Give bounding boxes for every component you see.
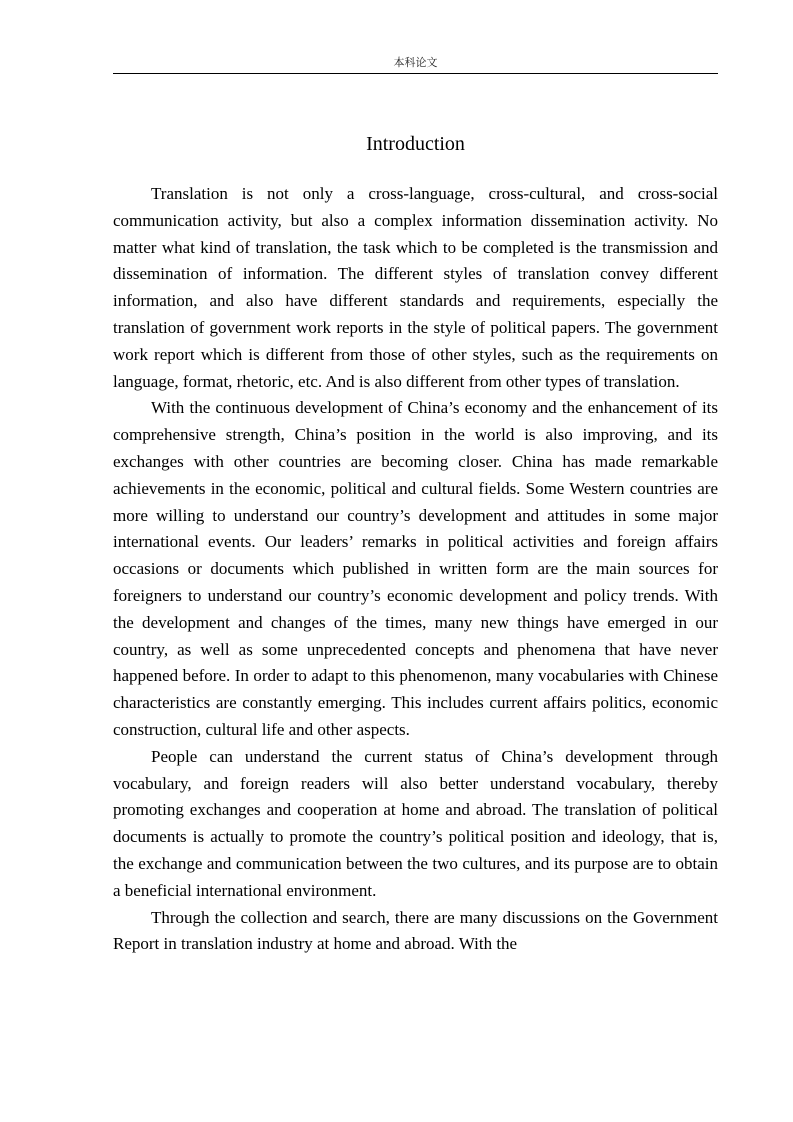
section-title: Introduction (366, 133, 465, 155)
paragraph-4: Through the collection and search, there are many discussions on the Government Report in translation industry at home and abroad. With the (113, 907, 718, 954)
body-text (113, 181, 718, 958)
paragraph-3: People can understand the current status of China’s development through vocabulary, and foreign readers will also better understand vocabulary, thereby promoting exchanges and cooperation at home and abroad. The translation of political documents is actually to promote the country’s political position and ideology, that is, the exchange and communication between the two cultures, and its purpose are to obtain a beneficial international environment. (113, 746, 718, 900)
paragraph-2: With the continuous development of China’s economy and the enhancement of its comprehensive strength, China’s position in the world is also improving, and its exchanges with other countries are becoming closer. China has made remarkable achievements in the economic, political and cultural fields. Some Western countries are more willing to understand our country’s development and attitudes in some major international events. Our leaders’ remarks in political activities and foreign affairs occasions or documents which published in written form are the main sources for foreigners to understand our country’s economic development and policy trends. With the development and changes of the times, many new things have emerged in our country, as well as some unprecedented concepts and phenomena that have never happened before. In order to adapt to this phenomenon, many vocabularies with Chinese characteristics are constantly emerging. This includes current affairs politics, economic construction, cultural life and other aspects. (113, 398, 718, 739)
running-header: 本科论文 (393, 56, 438, 69)
paragraph-1: Translation is not only a cross-language, cross-cultural, and cross-social communication activity, but also a complex information dissemination activity. No matter what kind of translation, the task which to be completed is the transmission and dissemination of information. The different styles of translation convey different information, and also have different standards and requirements, especially the translation of government work reports in the style of political papers. The government work report which is different from those of other styles, such as the requirements on language, format, rhetoric, etc. And is also different from other types of translation. (113, 184, 718, 391)
header-rule (113, 73, 718, 74)
